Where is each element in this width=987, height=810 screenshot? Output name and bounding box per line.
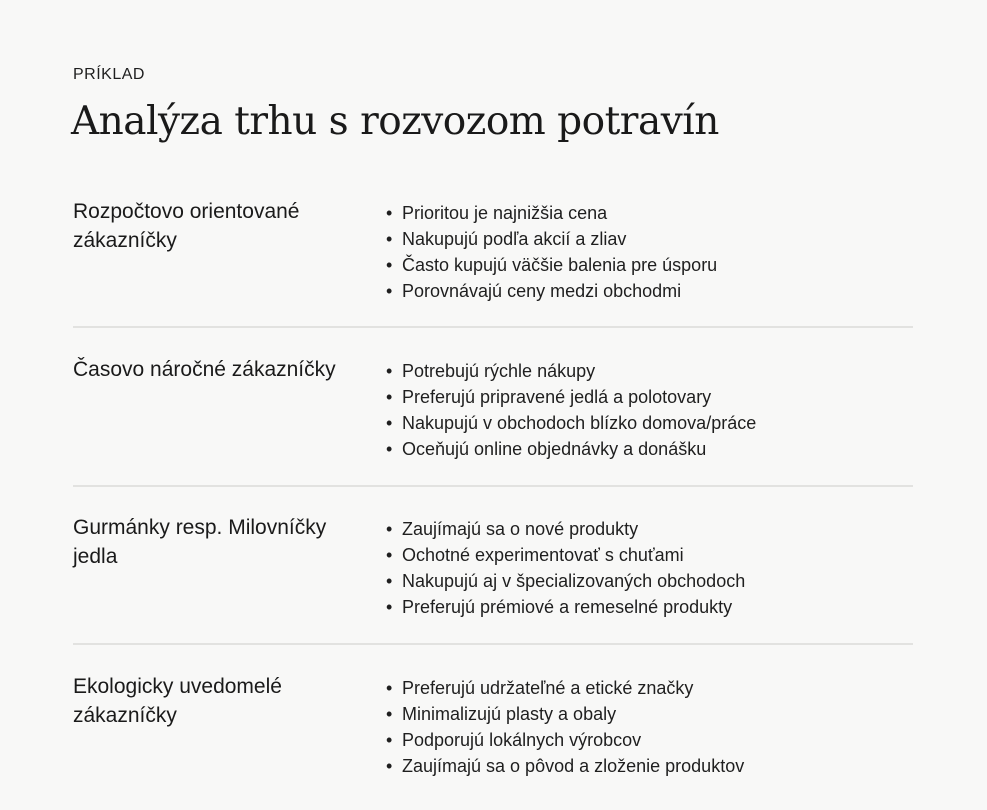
trait-item — [384, 568, 904, 594]
trait-list — [384, 516, 904, 620]
segment-name: Časovo náročné zákazníčky — [73, 358, 336, 381]
segment-name: Gurmánky resp. Milovníčky jedla — [73, 516, 327, 568]
trait-text: Potrebujú rýchle nákupy — [402, 361, 596, 381]
divider — [73, 643, 913, 645]
trait-list — [384, 200, 904, 304]
bullet-icon: • — [386, 571, 393, 591]
trait-item — [384, 542, 904, 568]
trait-text: Nakupujú v obchodoch blízko domova/práce — [402, 413, 757, 433]
eyebrow-label: PRÍKLAD — [73, 66, 145, 83]
bullet-icon: • — [386, 545, 393, 565]
trait-list — [384, 675, 904, 779]
trait-text: Oceňujú online objednávky a donášku — [402, 439, 707, 459]
segment-name: Rozpočtovo orientované zákazníčky — [73, 200, 300, 252]
trait-text: Preferujú pripravené jedlá a polotovary — [402, 387, 712, 407]
bullet-icon: • — [386, 678, 393, 698]
bullet-icon: • — [386, 281, 393, 301]
bullet-icon: • — [386, 597, 393, 617]
trait-text: Podporujú lokálnych výrobcov — [402, 730, 642, 750]
bullet-icon: • — [386, 519, 393, 539]
trait-text: Nakupujú aj v špecializovaných obchodoch — [402, 571, 746, 591]
bullet-icon: • — [386, 730, 393, 750]
trait-text: Zaujímajú sa o pôvod a zloženie produktov — [402, 756, 745, 776]
trait-item — [384, 594, 904, 620]
trait-item — [384, 436, 904, 462]
bullet-icon: • — [386, 387, 393, 407]
bullet-icon: • — [386, 439, 393, 459]
trait-item — [384, 753, 904, 779]
trait-text: Ochotné experimentovať s chuťami — [402, 545, 684, 565]
trait-item — [384, 675, 904, 701]
trait-text: Nakupujú podľa akcií a zliav — [402, 229, 627, 249]
trait-text: Preferujú prémiové a remeselné produkty — [402, 597, 733, 617]
trait-item — [384, 410, 904, 436]
page-title: Analýza trhu s rozvozom potravín — [71, 99, 719, 144]
divider — [73, 326, 913, 328]
trait-item — [384, 516, 904, 542]
trait-item — [384, 252, 904, 278]
bullet-icon: • — [386, 361, 393, 381]
trait-item — [384, 200, 904, 226]
segment-name: Ekologicky uvedomelé zákazníčky — [73, 675, 282, 727]
bullet-icon: • — [386, 756, 393, 776]
bullet-icon: • — [386, 255, 393, 275]
trait-text: Preferujú udržateľné a etické značky — [402, 678, 694, 698]
bullet-icon: • — [386, 704, 393, 724]
trait-list — [384, 358, 904, 462]
trait-text: Zaujímajú sa o nové produkty — [402, 519, 639, 539]
divider — [73, 485, 913, 487]
trait-text: Často kupujú väčšie balenia pre úsporu — [402, 255, 718, 275]
trait-item — [384, 358, 904, 384]
trait-text: Prioritou je najnižšia cena — [402, 203, 608, 223]
trait-item — [384, 384, 904, 410]
trait-item — [384, 727, 904, 753]
bullet-icon: • — [386, 203, 393, 223]
bullet-icon: • — [386, 229, 393, 249]
trait-item — [384, 226, 904, 252]
trait-text: Minimalizujú plasty a obaly — [402, 704, 617, 724]
trait-item — [384, 701, 904, 727]
trait-text: Porovnávajú ceny medzi obchodmi — [402, 281, 682, 301]
bullet-icon: • — [386, 413, 393, 433]
trait-item — [384, 278, 904, 304]
